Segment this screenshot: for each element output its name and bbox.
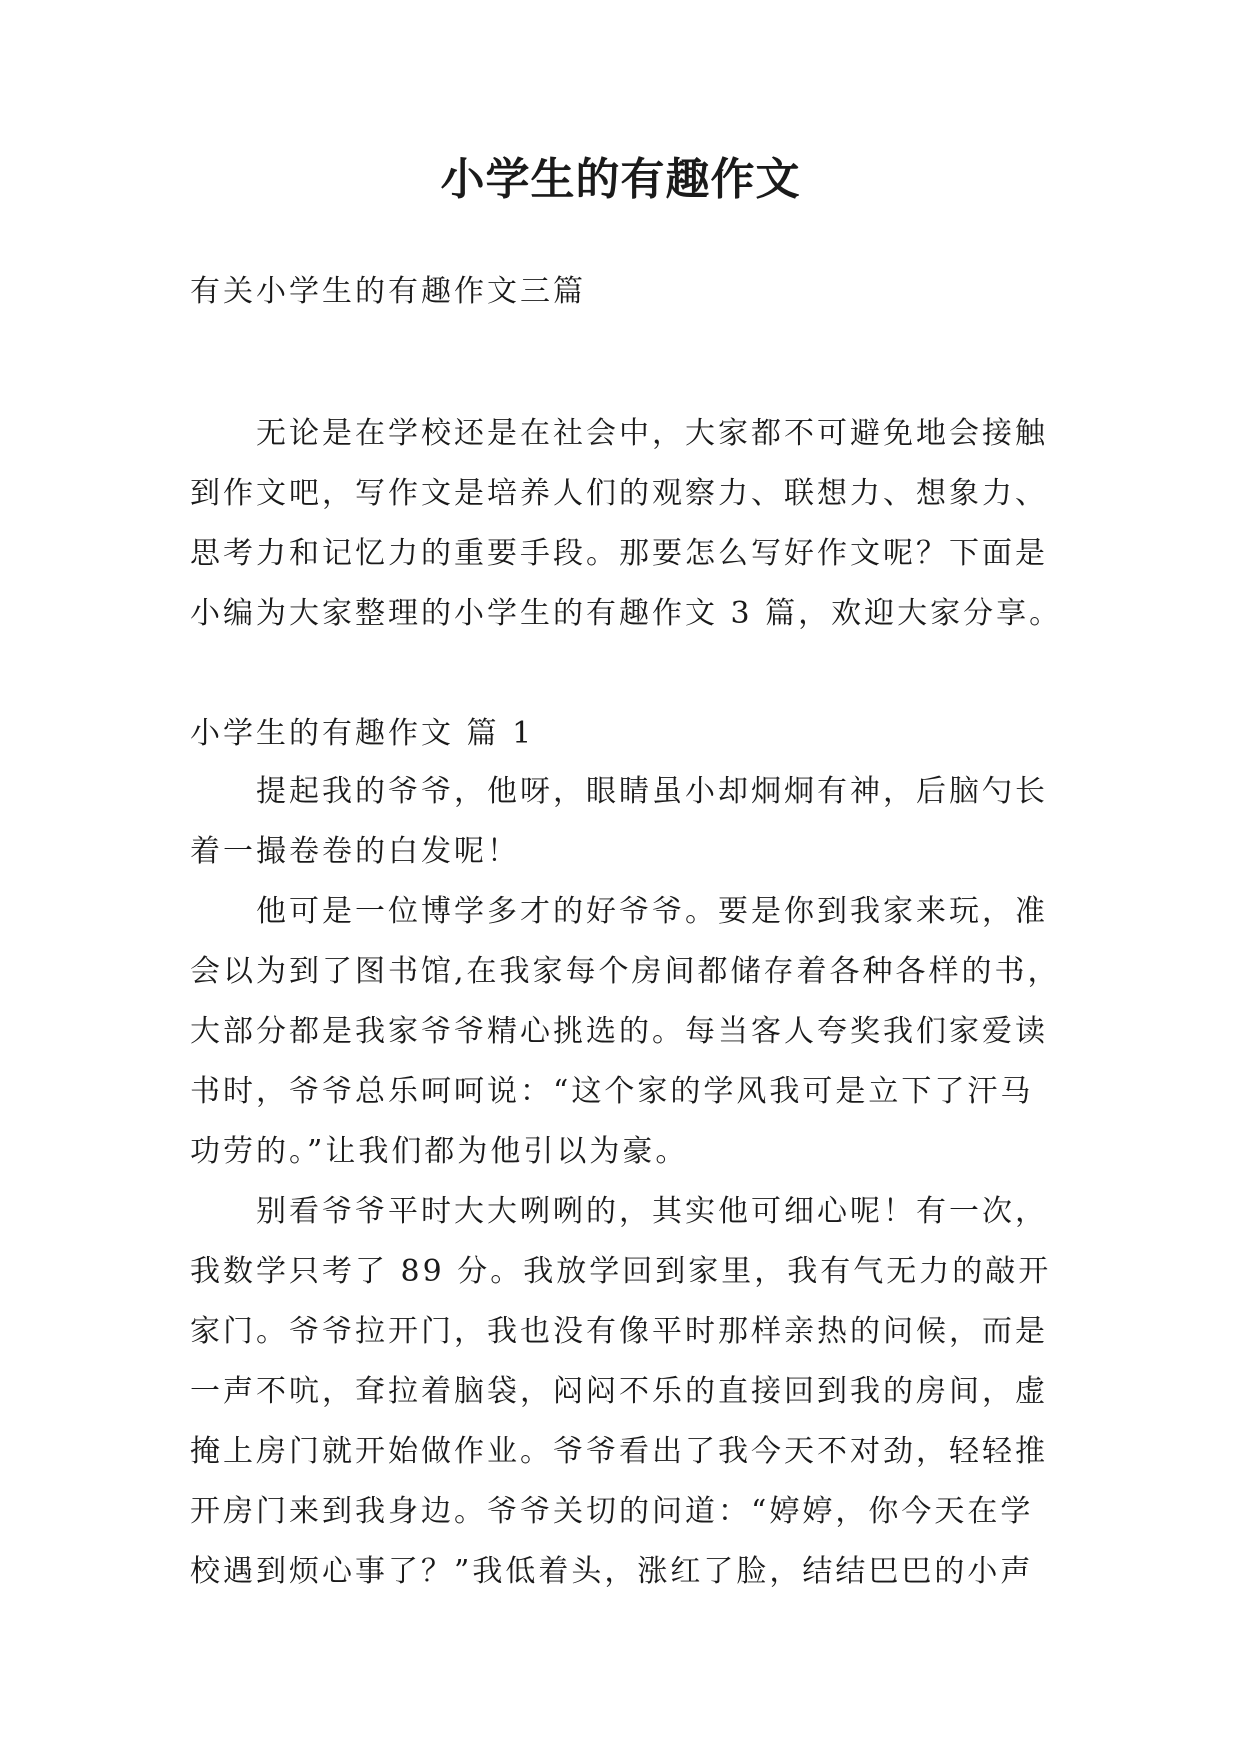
paragraph-line: 大部分都是我家爷爷精心挑选的。每当客人夸奖我们家爱读 — [190, 1014, 1048, 1049]
paragraph-line: 别看爷爷平时大大咧咧的，其实他可细心呢！有一次， — [256, 1194, 1048, 1229]
paragraph-line: 着一撮卷卷的白发呢！ — [190, 834, 520, 869]
paragraph-line: 一声不吭，耷拉着脑袋，闷闷不乐的直接回到我的房间，虚 — [190, 1374, 1048, 1409]
paragraph-line: 家门。爷爷拉开门，我也没有像平时那样亲热的问候，而是 — [190, 1314, 1048, 1349]
document-subtitle: 有关小学生的有趣作文三篇 — [190, 274, 586, 309]
section-heading: 小学生的有趣作文 篇 1 — [190, 716, 535, 751]
paragraph-line: 书时，爷爷总乐呵呵说：“这个家的学风我可是立下了汗马 — [190, 1074, 1034, 1109]
paragraph-line: 提起我的爷爷，他呀，眼睛虽小却炯炯有神，后脑勺长 — [256, 774, 1048, 809]
paragraph-line: 掩上房门就开始做作业。爷爷看出了我今天不对劲，轻轻推 — [190, 1434, 1048, 1469]
document-title: 小学生的有趣作文 — [440, 154, 801, 205]
intro-line: 小编为大家整理的小学生的有趣作文 3 篇，欢迎大家分享。 — [190, 596, 1063, 631]
paragraph-line: 开房门来到我身边。爷爷关切的问道：“婷婷，你今天在学 — [190, 1494, 1034, 1529]
intro-line: 无论是在学校还是在社会中，大家都不可避免地会接触 — [256, 416, 1048, 451]
paragraph-line: 功劳的。”让我们都为他引以为豪。 — [190, 1134, 689, 1169]
paragraph-line: 校遇到烦心事了？”我低着头，涨红了脸，结结巴巴的小声 — [190, 1554, 1034, 1589]
paragraph-line: 我数学只考了 89 分。我放学回到家里，我有气无力的敲开 — [190, 1254, 1052, 1289]
intro-line: 到作文吧，写作文是培养人们的观察力、联想力、想象力、 — [190, 476, 1048, 511]
intro-line: 思考力和记忆力的重要手段。那要怎么写好作文呢？下面是 — [190, 536, 1048, 571]
paragraph-line: 会以为到了图书馆,在我家每个房间都储存着各种各样的书， — [190, 954, 1061, 989]
paragraph-line: 他可是一位博学多才的好爷爷。要是你到我家来玩，准 — [256, 894, 1048, 929]
